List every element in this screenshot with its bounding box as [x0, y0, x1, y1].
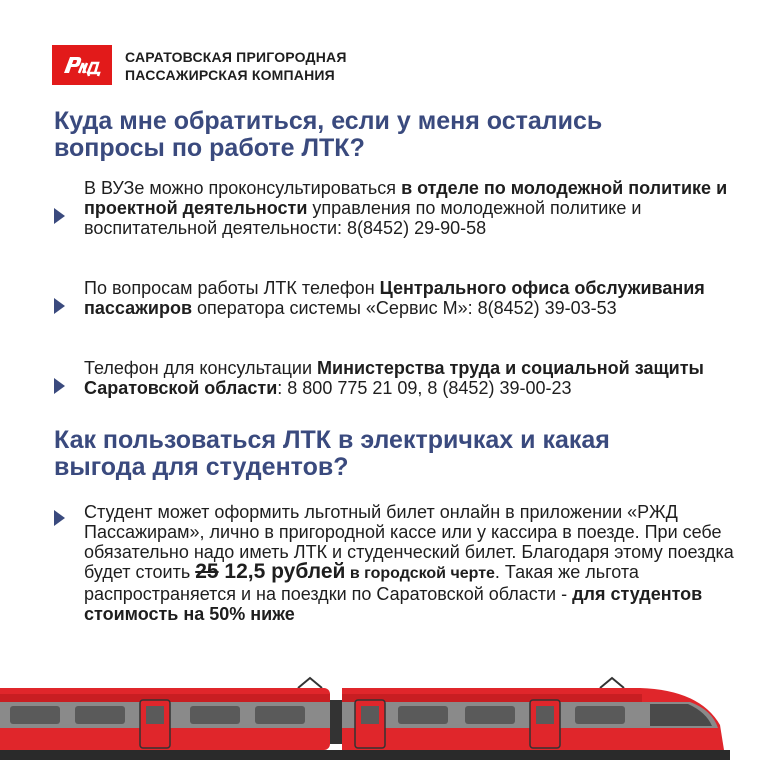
list-item-text — [84, 502, 734, 624]
list-item-vuz — [54, 178, 734, 238]
text-part: оператора системы «Сервис М»: 8(8452) 39-03-53 — [192, 298, 617, 318]
text-part: Телефон для консультации — [84, 358, 318, 378]
text-part: управления по молодежной политике и воспитательной деятельности: 8(8452) 29-90-58 — [84, 198, 642, 238]
company-name-line1: САРАТОВСКАЯ ПРИГОРОДНАЯ — [125, 49, 347, 65]
old-price: 25 — [195, 560, 219, 583]
list-item-ministry — [54, 358, 734, 398]
text-part: В ВУЗе можно проконсультироваться — [84, 178, 402, 198]
chevron-right-icon — [54, 298, 65, 314]
list-item-text — [84, 358, 734, 398]
new-price: 12,5 рублей — [218, 560, 346, 583]
chevron-right-icon — [54, 510, 65, 526]
text-part: . Такая же льгота распространяется и на поездки по Саратовской области - — [84, 562, 639, 604]
company-name — [125, 48, 347, 84]
section1-title-line1: Куда мне обратиться, если у меня остались — [54, 107, 603, 135]
rzd-logo — [52, 45, 112, 85]
bold-part: в отделе по молодежной политике и проектной деятельности — [84, 178, 728, 218]
chevron-right-icon — [54, 378, 65, 394]
chevron-right-icon — [54, 208, 65, 224]
city-limits-label: в городской черте — [345, 565, 495, 582]
section1-title — [54, 108, 734, 162]
section2-title-line1: Как пользоваться ЛТК в электричках и какая — [54, 426, 610, 454]
bold-part: для студентов стоимость на 50% ниже — [84, 584, 703, 624]
text-part: : 8 800 775 21 09, 8 (8452) 39-00-23 — [277, 378, 572, 398]
train-illustration — [0, 670, 760, 760]
section2-title-line2: выгода для студентов? — [54, 453, 349, 481]
section1-title-line2: вопросы по работе ЛТК? — [54, 134, 365, 162]
bold-part: Центрального офиса обслуживания пассажиров — [84, 278, 705, 318]
list-item-text — [84, 178, 734, 238]
section2-title — [54, 427, 734, 481]
text-part: Студент может оформить льготный билет онлайн в приложении «РЖД Пассажирам», лично в пригородной кассе или у кассира в поезде. При себе обязательно надо иметь ЛТК и студенческий билет. Благодаря этому поездка будет стоить — [84, 502, 734, 582]
company-name-line2: ПАССАЖИРСКАЯ КОМПАНИЯ — [125, 67, 335, 83]
list-item-text — [84, 278, 734, 318]
list-item-service-office — [54, 278, 734, 318]
list-item-student-discount — [54, 502, 734, 624]
text-part: По вопросам работы ЛТК телефон — [84, 278, 380, 298]
bold-part: Министерства труда и социальной защиты Саратовской области — [84, 358, 704, 398]
